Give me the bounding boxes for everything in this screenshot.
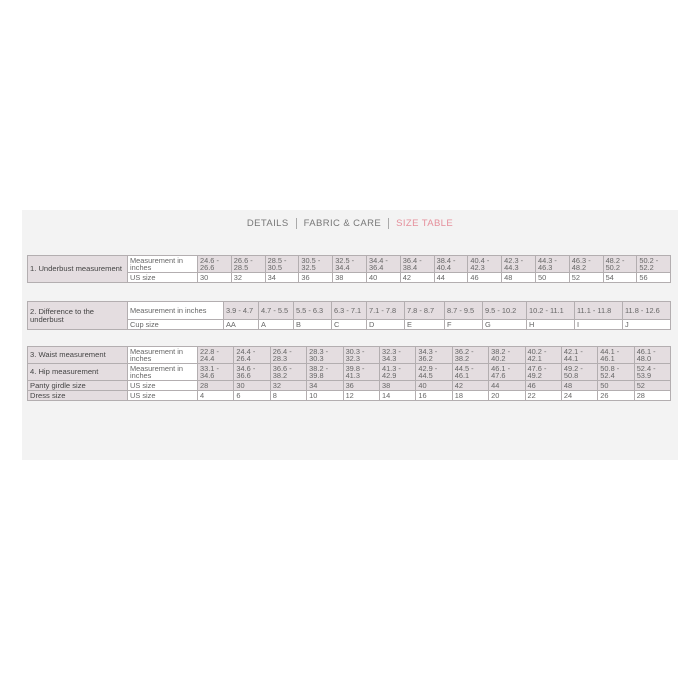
girdle-cell: 52	[634, 381, 670, 391]
us-size-cell: 56	[637, 273, 671, 283]
underbust-label: 1. Underbust measurement	[28, 256, 128, 283]
tab-details[interactable]: DETAILS	[246, 218, 289, 230]
us-size-cell: 38	[333, 273, 367, 283]
table-row	[28, 381, 671, 391]
hip-cell: 33.1 - 34.6	[198, 364, 234, 381]
cup-label: 2. Difference to the underbust	[28, 302, 128, 330]
dress-size-cell: 22	[525, 391, 561, 401]
underbust-cell: 34.4 - 36.4	[366, 256, 400, 273]
tab-size-table[interactable]: SIZE TABLE	[396, 218, 454, 230]
cup-row2-label: Cup size	[128, 320, 224, 330]
girdle-sub-label: US size	[128, 381, 198, 391]
cup-size-cell: B	[294, 320, 332, 330]
underbust-cell: 46.3 - 48.2	[569, 256, 603, 273]
hip-sub-label: Measurement in inches	[128, 364, 198, 381]
dress-size-cell: 10	[307, 391, 343, 401]
girdle-cell: 34	[307, 381, 343, 391]
cup-cell: 7.8 - 8.7	[405, 302, 445, 320]
cup-cell: 11.8 - 12.6	[623, 302, 671, 320]
us-size-cell: 42	[400, 273, 434, 283]
cup-size-cell: J	[623, 320, 671, 330]
hip-cell: 42.9 - 44.5	[416, 364, 452, 381]
underbust-cell: 32.5 - 34.4	[333, 256, 367, 273]
us-size-cell: 52	[569, 273, 603, 283]
table-row	[28, 364, 671, 381]
underbust-cell: 24.6 - 26.6	[198, 256, 232, 273]
girdle-cell: 44	[489, 381, 525, 391]
waist-cell: 46.1 - 48.0	[634, 347, 670, 364]
waist-cell: 30.3 - 32.3	[343, 347, 379, 364]
dress-size-cell: 12	[343, 391, 379, 401]
us-size-cell: 50	[535, 273, 569, 283]
cup-cell: 4.7 - 5.5	[259, 302, 294, 320]
table-row	[28, 347, 671, 364]
cup-size-cell: AA	[224, 320, 259, 330]
underbust-table	[27, 255, 671, 283]
underbust-cell: 38.4 - 40.4	[434, 256, 468, 273]
waist-cell: 44.1 - 46.1	[598, 347, 634, 364]
girdle-cell: 32	[270, 381, 306, 391]
dress-size-cell: 18	[452, 391, 488, 401]
hip-cell: 34.6 - 36.6	[234, 364, 270, 381]
dress-size-label: Dress size	[28, 391, 128, 401]
girdle-cell: 40	[416, 381, 452, 391]
us-size-cell: 36	[299, 273, 333, 283]
waist-cell: 34.3 - 36.2	[416, 347, 452, 364]
us-size-cell: 46	[468, 273, 502, 283]
underbust-cell: 48.2 - 50.2	[603, 256, 637, 273]
waist-cell: 22.8 - 24.4	[198, 347, 234, 364]
waist-cell: 32.3 - 34.3	[379, 347, 415, 364]
hip-cell: 46.1 - 47.6	[489, 364, 525, 381]
cup-size-cell: H	[527, 320, 575, 330]
girdle-cell: 30	[234, 381, 270, 391]
cup-cell: 3.9 - 4.7	[224, 302, 259, 320]
cup-size-table	[27, 301, 671, 330]
us-size-cell: 30	[198, 273, 232, 283]
girdle-cell: 48	[561, 381, 597, 391]
dress-size-cell: 14	[379, 391, 415, 401]
table-row	[28, 391, 671, 401]
waist-cell: 42.1 - 44.1	[561, 347, 597, 364]
underbust-row2-label: US size	[128, 273, 198, 283]
girdle-cell: 38	[379, 381, 415, 391]
girdle-cell: 28	[198, 381, 234, 391]
cup-size-cell: A	[259, 320, 294, 330]
hip-label: 4. Hip measurement	[28, 364, 128, 381]
waist-cell: 28.3 - 30.3	[307, 347, 343, 364]
underbust-cell: 36.4 - 38.4	[400, 256, 434, 273]
tab-separator	[296, 218, 297, 229]
girdle-cell: 50	[598, 381, 634, 391]
dress-size-cell: 20	[489, 391, 525, 401]
us-size-cell: 48	[502, 273, 536, 283]
cup-cell: 9.5 - 10.2	[483, 302, 527, 320]
table-row	[28, 302, 671, 320]
dress-size-cell: 26	[598, 391, 634, 401]
dress-size-cell: 8	[270, 391, 306, 401]
underbust-row1-label: Measurement in inches	[128, 256, 198, 273]
hip-cell: 50.8 - 52.4	[598, 364, 634, 381]
us-size-cell: 34	[265, 273, 299, 283]
dress-size-cell: 4	[198, 391, 234, 401]
tab-separator	[388, 218, 389, 229]
hip-cell: 39.8 - 41.3	[343, 364, 379, 381]
cup-cell: 6.3 - 7.1	[332, 302, 367, 320]
cup-cell: 5.5 - 6.3	[294, 302, 332, 320]
cup-cell: 10.2 - 11.1	[527, 302, 575, 320]
tab-fabric-care[interactable]: FABRIC & CARE	[303, 218, 382, 230]
waist-cell: 36.2 - 38.2	[452, 347, 488, 364]
waist-cell: 38.2 - 40.2	[489, 347, 525, 364]
dress-size-cell: 6	[234, 391, 270, 401]
girdle-label: Panty girdle size	[28, 381, 128, 391]
cup-size-cell: G	[483, 320, 527, 330]
hip-cell: 44.5 - 46.1	[452, 364, 488, 381]
underbust-cell: 44.3 - 46.3	[535, 256, 569, 273]
underbust-cell: 50.2 - 52.2	[637, 256, 671, 273]
cup-cell: 8.7 - 9.5	[445, 302, 483, 320]
hip-cell: 41.3 - 42.9	[379, 364, 415, 381]
cup-size-cell: C	[332, 320, 367, 330]
underbust-cell: 42.3 - 44.3	[502, 256, 536, 273]
hip-cell: 38.2 - 39.8	[307, 364, 343, 381]
waist-cell: 40.2 - 42.1	[525, 347, 561, 364]
us-size-cell: 40	[366, 273, 400, 283]
waist-label: 3. Waist measurement	[28, 347, 128, 364]
girdle-cell: 46	[525, 381, 561, 391]
waist-cell: 24.4 - 26.4	[234, 347, 270, 364]
cup-cell: 11.1 - 11.8	[575, 302, 623, 320]
us-size-cell: 32	[231, 273, 265, 283]
cup-size-cell: I	[575, 320, 623, 330]
table-row	[28, 256, 671, 273]
us-size-cell: 44	[434, 273, 468, 283]
hip-cell: 52.4 - 53.9	[634, 364, 670, 381]
tab-bar	[22, 218, 678, 229]
waist-cell: 26.4 - 28.3	[270, 347, 306, 364]
us-size-cell: 54	[603, 273, 637, 283]
girdle-cell: 42	[452, 381, 488, 391]
hip-cell: 36.6 - 38.2	[270, 364, 306, 381]
hip-cell: 49.2 - 50.8	[561, 364, 597, 381]
girdle-cell: 36	[343, 381, 379, 391]
waist-sub-label: Measurement in inches	[128, 347, 198, 364]
dress-size-sub-label: US size	[128, 391, 198, 401]
dress-size-cell: 24	[561, 391, 597, 401]
dress-size-cell: 28	[634, 391, 670, 401]
cup-size-cell: E	[405, 320, 445, 330]
cup-size-cell: D	[367, 320, 405, 330]
dress-size-cell: 16	[416, 391, 452, 401]
underbust-cell: 30.5 - 32.5	[299, 256, 333, 273]
cup-size-cell: F	[445, 320, 483, 330]
cup-cell: 7.1 - 7.8	[367, 302, 405, 320]
hip-cell: 47.6 - 49.2	[525, 364, 561, 381]
cup-row1-label: Measurement in inches	[128, 302, 224, 320]
underbust-cell: 40.4 - 42.3	[468, 256, 502, 273]
underbust-cell: 26.6 - 28.5	[231, 256, 265, 273]
size-table-panel	[22, 210, 678, 460]
dress-size-table	[27, 346, 671, 401]
underbust-cell: 28.5 - 30.5	[265, 256, 299, 273]
